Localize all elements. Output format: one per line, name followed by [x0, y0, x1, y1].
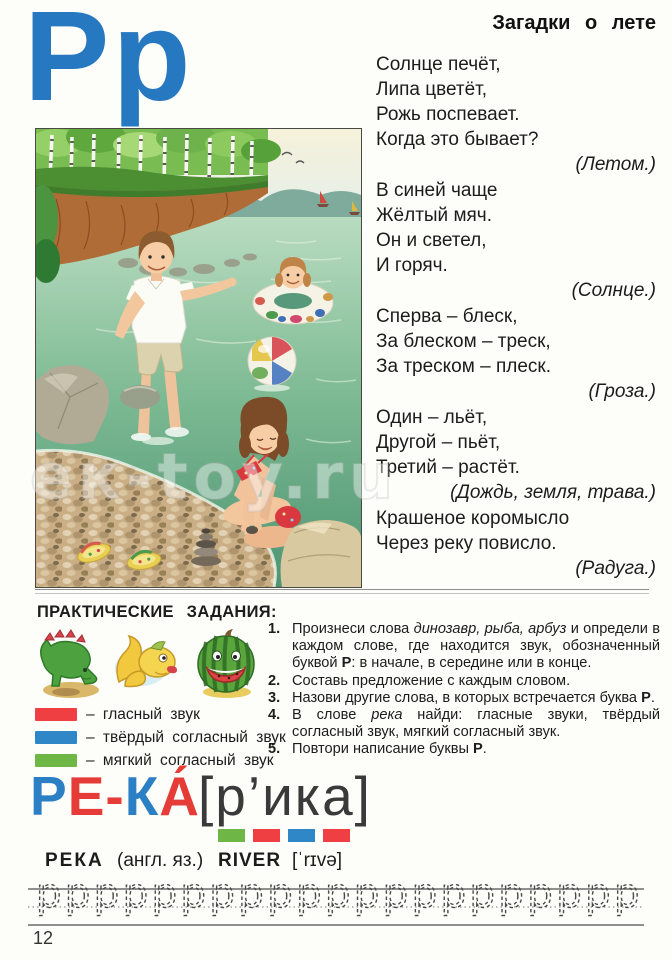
- fish-icon: [111, 628, 185, 702]
- sound-bar: [253, 829, 280, 842]
- trace-letter: р: [585, 884, 611, 917]
- sound-bar: [218, 829, 245, 842]
- riddle-line: Солнце печёт,: [376, 54, 501, 75]
- practical-tasks-heading: ПРАКТИЧЕСКИЕ ЗАДАНИЯ:: [37, 603, 277, 621]
- task-item: [268, 690, 660, 707]
- dinosaur-icon: [33, 628, 107, 702]
- trace-letter: р: [440, 884, 466, 917]
- watermelon-icon: [189, 628, 263, 702]
- page-number: 12: [33, 928, 54, 948]
- riddle-line: Он и светел,: [376, 230, 487, 251]
- trace-letter: р: [325, 884, 351, 917]
- task-text: Произнеси слова динозавр, рыба, арбуз и определи в каждом слове, где находится звук, обозначенный буквой Р: в начале, в середине или в конце.: [292, 621, 660, 672]
- trace-letter: р: [122, 884, 149, 917]
- riddle-line: Через реку повисло.: [376, 533, 557, 554]
- practice-line: [28, 884, 644, 932]
- task-text: Назови другие слова, в которых встречается буква Р.: [292, 689, 655, 706]
- trace-letter: р: [151, 884, 177, 917]
- riddle: [376, 506, 658, 581]
- trace-letter: р: [614, 884, 640, 917]
- task-text: Повтори написание буквы Р.: [292, 741, 487, 758]
- riddle-line: Крашеное коромысло: [376, 508, 570, 529]
- riddle-line: Сперва – блеск,: [376, 306, 518, 327]
- trace-letter: р: [93, 884, 120, 917]
- task-item: [268, 741, 660, 758]
- word-letter: Е: [67, 765, 106, 827]
- language-note: (англ. яз.): [117, 850, 204, 871]
- trace-letter: р: [527, 884, 553, 917]
- sound-color-chip: [35, 731, 77, 744]
- riddle-line: За блеском – треск,: [376, 331, 551, 352]
- riddle-line: Рожь поспевает.: [376, 104, 520, 125]
- riddle-line: Когда это бывает?: [376, 129, 539, 150]
- practice-letters: [36, 884, 639, 917]
- word-pictures: [33, 628, 263, 702]
- legend-label: – мягкий согласный звук: [86, 751, 274, 769]
- word-russian: РЕКА: [45, 850, 104, 871]
- trace-letter: р: [36, 884, 62, 917]
- page-title: Загадки о лете: [492, 12, 656, 34]
- legend: [35, 703, 286, 772]
- legend-row: [35, 726, 286, 749]
- riddles-column: [376, 52, 658, 582]
- task-item: [268, 621, 660, 673]
- word-letter: А́: [159, 765, 201, 827]
- legend-row: [35, 703, 286, 726]
- task-text: Составь предложение с каждым словом.: [292, 672, 571, 689]
- riddle-line: И горяч.: [376, 255, 448, 276]
- trace-letter: р: [498, 884, 524, 917]
- word-english: RIVER: [218, 850, 282, 871]
- section-divider: [35, 589, 649, 594]
- syllable-word: [30, 764, 200, 828]
- riddle-answer: (Радуга.): [575, 558, 656, 579]
- riddle-line: Один – льёт,: [376, 407, 488, 428]
- task-number: 2.: [268, 672, 281, 689]
- task-item: [268, 707, 660, 741]
- trace-letter: р: [267, 884, 293, 917]
- task-number: 5.: [268, 741, 281, 758]
- task-number: 1.: [268, 621, 281, 637]
- riddle: [376, 52, 658, 177]
- riddle-line: За треском – плеск.: [376, 356, 551, 377]
- task-item: [268, 673, 660, 690]
- trace-letter: р: [469, 884, 495, 917]
- riddle-answer: (Гроза.): [588, 381, 656, 402]
- legend-label: – гласный звук: [86, 705, 200, 723]
- sound-bar: [288, 829, 315, 842]
- word-letter: Р: [30, 765, 68, 827]
- legend-label: – твёрдый согласный звук: [86, 728, 286, 746]
- riddle-line: В синей чаще: [376, 180, 498, 201]
- riddle-answer: (Солнце.): [571, 280, 656, 301]
- riddle: [376, 178, 658, 303]
- word-letter: -: [105, 765, 125, 827]
- trace-letter: р: [180, 884, 206, 917]
- trace-letter: р: [296, 884, 322, 917]
- riddle-line: Жёлтый мяч.: [376, 205, 492, 226]
- task-number: 3.: [268, 689, 281, 706]
- transcription: [р’ика]: [198, 765, 372, 827]
- riddle: [376, 304, 658, 404]
- birch-forest: [35, 128, 281, 194]
- trace-letter: р: [64, 884, 91, 917]
- alphabet-letter: Рр: [24, 0, 194, 128]
- bottom-right-rock: [281, 520, 362, 587]
- sound-bars: [218, 829, 350, 842]
- trace-letter: р: [411, 884, 438, 917]
- word-letter: К: [124, 765, 160, 827]
- word-ipa: [ˈrɪvə]: [292, 850, 343, 871]
- riddle-answer: (Дождь, земля, трава.): [450, 482, 656, 503]
- riddle-line: Другой – пьёт,: [376, 432, 501, 453]
- riddle-line: Липа цветёт,: [376, 79, 488, 100]
- trace-letter: р: [209, 884, 235, 917]
- sound-bar: [323, 829, 350, 842]
- trace-letter: р: [353, 884, 380, 917]
- translation-row: [0, 850, 672, 876]
- sound-color-chip: [35, 708, 77, 721]
- task-text: В слове река найди: гласные звуки, твёрдый согласный звук, мягкий согласный звук.: [292, 707, 660, 741]
- task-number: 4.: [268, 707, 281, 724]
- riddle: [376, 405, 658, 505]
- tasks-list: [268, 621, 660, 759]
- trace-letter: р: [382, 884, 409, 917]
- river-illustration: [35, 128, 362, 588]
- trace-letter: р: [556, 884, 582, 917]
- trace-letter: р: [238, 884, 264, 917]
- watermark: ек-toy.ru: [30, 440, 400, 513]
- riddle-answer: (Летом.): [575, 154, 656, 175]
- riddle-line: Третий – растёт.: [376, 457, 520, 478]
